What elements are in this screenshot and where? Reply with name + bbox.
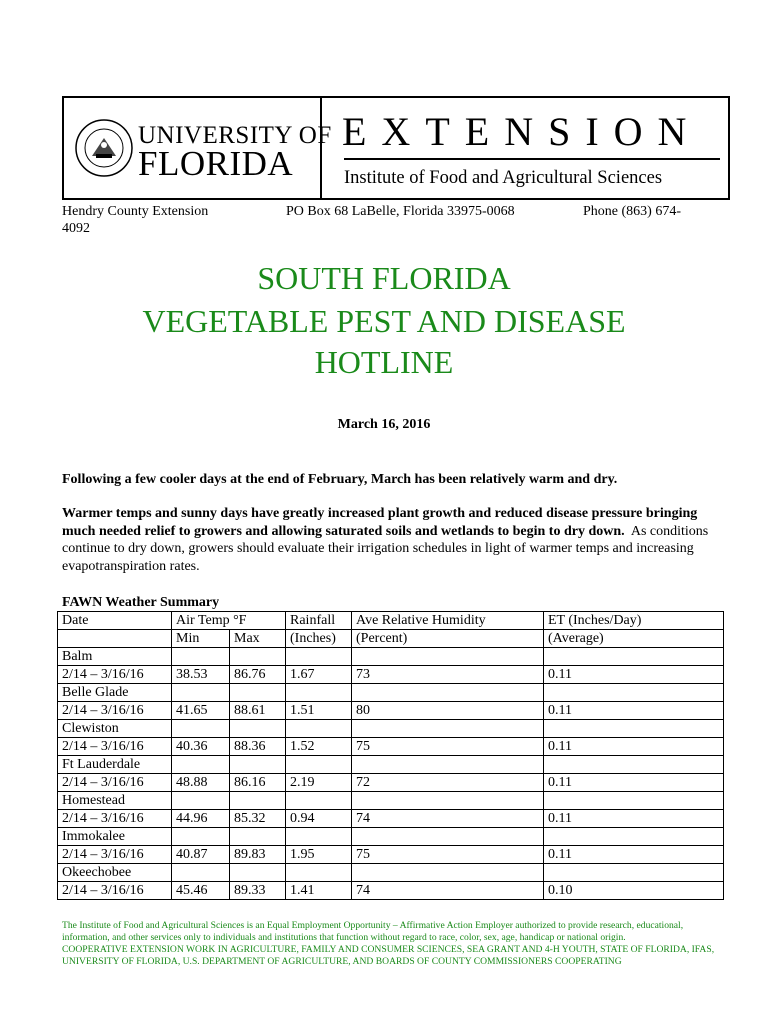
subheader-blank (58, 630, 172, 648)
cell-rain: 1.95 (286, 846, 352, 864)
report-date: March 16, 2016 (337, 417, 431, 432)
logo-ifas: Institute of Food and Agricultural Sciences (344, 168, 663, 188)
station-name-row (58, 792, 724, 810)
station-name: Homestead (58, 792, 172, 810)
empty-cell (172, 864, 230, 882)
empty-cell (352, 828, 544, 846)
cell-et: 0.11 (544, 810, 724, 828)
empty-cell (352, 684, 544, 702)
empty-cell (230, 828, 286, 846)
empty-cell (286, 648, 352, 666)
table-row (58, 810, 724, 828)
cell-rh: 80 (352, 702, 544, 720)
table-row (58, 846, 724, 864)
empty-cell (230, 792, 286, 810)
station-name-row (58, 684, 724, 702)
address-phone-cont: 4092 (62, 221, 90, 236)
table-row (58, 666, 724, 684)
station-name: Clewiston (58, 720, 172, 738)
empty-cell (172, 756, 230, 774)
cell-min: 48.88 (172, 774, 230, 792)
empty-cell (286, 828, 352, 846)
letterhead-logo (62, 96, 730, 200)
empty-cell (544, 792, 724, 810)
cell-rh: 74 (352, 810, 544, 828)
header-air-temp: Air Temp °F (172, 612, 286, 630)
empty-cell (286, 684, 352, 702)
cell-min: 44.96 (172, 810, 230, 828)
footer-cooperative: COOPERATIVE EXTENSION WORK IN AGRICULTURE, FAMILY AND CONSUMER SCIENCES, SEA GRANT AND 4-H YOUTH, STATE OF FLORIDA, IFAS, UNIVERSITY OF FLORIDA, U.S. DEPARTMENT OF AGRICULTURE, AND BOARDS OF COUNTY COMMISSIONERS COOPERATING (62, 944, 715, 967)
station-name-row (58, 720, 724, 738)
table-subheader-row (58, 630, 724, 648)
cell-et: 0.11 (544, 846, 724, 864)
empty-cell (172, 648, 230, 666)
header-date: Date (58, 612, 172, 630)
cell-rain: 1.52 (286, 738, 352, 756)
empty-cell (352, 792, 544, 810)
empty-cell (172, 828, 230, 846)
cell-max: 86.16 (230, 774, 286, 792)
table-row (58, 774, 724, 792)
cell-period: 2/14 – 3/16/16 (58, 702, 172, 720)
subheader-max: Max (230, 630, 286, 648)
station-name-row (58, 864, 724, 882)
table-row (58, 882, 724, 900)
empty-cell (544, 720, 724, 738)
cell-rh: 75 (352, 738, 544, 756)
cell-max: 89.83 (230, 846, 286, 864)
intro-paragraph: Following a few cooler days at the end of February, March has been relatively warm and dry. (62, 472, 618, 487)
cell-rain: 2.19 (286, 774, 352, 792)
header-humidity: Ave Relative Humidity (352, 612, 544, 630)
cell-min: 40.87 (172, 846, 230, 864)
empty-cell (172, 792, 230, 810)
cell-period: 2/14 – 3/16/16 (58, 882, 172, 900)
cell-min: 38.53 (172, 666, 230, 684)
table-row (58, 738, 724, 756)
address-po-box: PO Box 68 LaBelle, Florida 33975-0068 (286, 204, 515, 219)
empty-cell (544, 828, 724, 846)
footer-eeo: The Institute of Food and Agricultural Sciences is an Equal Employment Opportunity – Affirmative Action Employer authorized to provide research, educational, information, and other services only to individuals and institutions that function without regard to race, color, sex, age, handicap or national origin. (62, 920, 684, 943)
cell-max: 88.36 (230, 738, 286, 756)
table-row (58, 702, 724, 720)
cell-rain: 1.41 (286, 882, 352, 900)
cell-min: 40.36 (172, 738, 230, 756)
cell-rh: 74 (352, 882, 544, 900)
subheader-percent: (Percent) (352, 630, 544, 648)
cell-period: 2/14 – 3/16/16 (58, 666, 172, 684)
empty-cell (172, 720, 230, 738)
empty-cell (230, 864, 286, 882)
subheader-min: Min (172, 630, 230, 648)
cell-rh: 72 (352, 774, 544, 792)
header-et: ET (Inches/Day) (544, 612, 724, 630)
logo-rule (344, 158, 720, 160)
empty-cell (230, 684, 286, 702)
empty-cell (544, 648, 724, 666)
page-title-line2: VEGETABLE PEST AND DISEASE (142, 303, 626, 339)
station-name: Okeechobee (58, 864, 172, 882)
page-title-line3: HOTLINE (314, 344, 454, 380)
station-name-row (58, 756, 724, 774)
logo-university-of: UNIVERSITY OF (138, 122, 332, 149)
empty-cell (286, 792, 352, 810)
main-paragraph (62, 505, 710, 575)
cell-rain: 1.51 (286, 702, 352, 720)
logo-extension: EXTENSION (342, 109, 702, 154)
cell-min: 41.65 (172, 702, 230, 720)
station-name-row (58, 828, 724, 846)
page-title-line1: SOUTH FLORIDA (257, 260, 511, 296)
subheader-average: (Average) (544, 630, 724, 648)
empty-cell (286, 864, 352, 882)
cell-max: 86.76 (230, 666, 286, 684)
empty-cell (230, 720, 286, 738)
empty-cell (352, 648, 544, 666)
address-phone: Phone (863) 674- (583, 204, 681, 219)
cell-period: 2/14 – 3/16/16 (58, 738, 172, 756)
station-name: Belle Glade (58, 684, 172, 702)
table-header-row (58, 612, 724, 630)
empty-cell (230, 648, 286, 666)
cell-et: 0.11 (544, 702, 724, 720)
cell-et: 0.11 (544, 738, 724, 756)
logo-florida: FLORIDA (138, 144, 294, 183)
empty-cell (352, 720, 544, 738)
cell-period: 2/14 – 3/16/16 (58, 810, 172, 828)
main-paragraph-normal: As conditions continue to dry down, growers should evaluate their irrigation schedules in light of warmer temps and increasing evapotranspiration rates. (62, 523, 709, 574)
footer (62, 920, 722, 968)
empty-cell (286, 720, 352, 738)
cell-period: 2/14 – 3/16/16 (58, 774, 172, 792)
cell-min: 45.46 (172, 882, 230, 900)
empty-cell (286, 756, 352, 774)
empty-cell (544, 756, 724, 774)
header-rainfall: Rainfall (286, 612, 352, 630)
station-name: Ft Lauderdale (58, 756, 172, 774)
cell-rain: 0.94 (286, 810, 352, 828)
table-caption: FAWN Weather Summary (62, 595, 220, 610)
station-name-row (58, 648, 724, 666)
cell-max: 89.33 (230, 882, 286, 900)
cell-et: 0.10 (544, 882, 724, 900)
cell-et: 0.11 (544, 774, 724, 792)
address-office: Hendry County Extension (62, 204, 209, 219)
empty-cell (544, 684, 724, 702)
cell-max: 85.32 (230, 810, 286, 828)
subheader-inches: (Inches) (286, 630, 352, 648)
empty-cell (352, 756, 544, 774)
empty-cell (544, 864, 724, 882)
empty-cell (230, 756, 286, 774)
cell-rh: 73 (352, 666, 544, 684)
empty-cell (352, 864, 544, 882)
station-name: Balm (58, 648, 172, 666)
cell-et: 0.11 (544, 666, 724, 684)
weather-table (57, 611, 724, 900)
cell-period: 2/14 – 3/16/16 (58, 846, 172, 864)
university-seal-icon (74, 118, 134, 178)
cell-rain: 1.67 (286, 666, 352, 684)
main-paragraph-bold: Warmer temps and sunny days have greatly increased plant growth and reduced disease pressure bringing much needed relief to growers and allowing saturated soils and wetlands to begin to dry down. (62, 506, 698, 539)
cell-rh: 75 (352, 846, 544, 864)
empty-cell (172, 684, 230, 702)
cell-max: 88.61 (230, 702, 286, 720)
station-name: Immokalee (58, 828, 172, 846)
